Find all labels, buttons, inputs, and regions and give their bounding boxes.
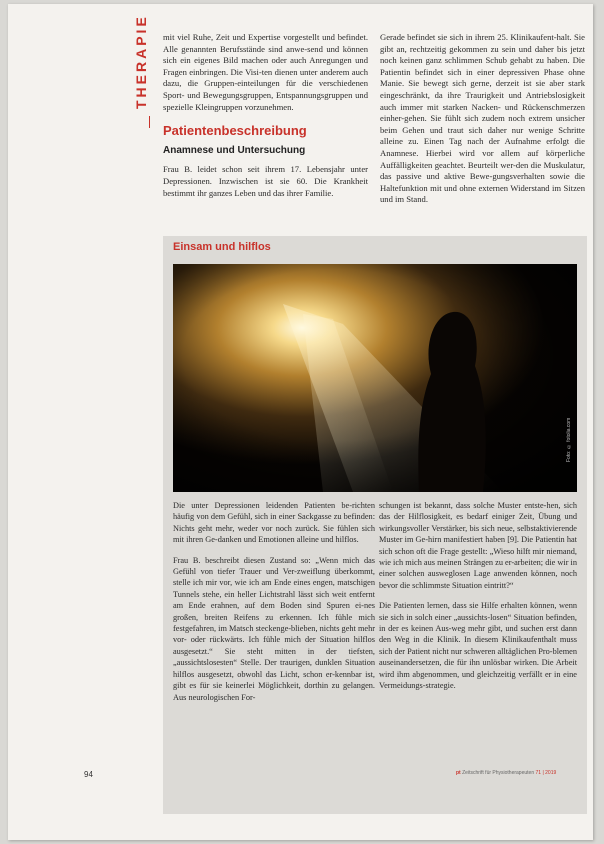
tunnel-photo-graphic: [173, 264, 577, 492]
right-column: [380, 32, 585, 206]
box-paragraph: Frau B. beschreibt diesen Zustand so: „Wenn mich das Gefühl von tiefer Trauer und Ver-zweiflung überkommt, stelle ich mir vor, wie ich am Ende eines engen, matschigen Tunnels stehe, ein heller Lichtstrahl lässt sich weit entfernt am Ende erahnen, auf dem Boden sind Spuren ei-nes großen, breiten Reifens zu erkennen. Ich fühle mich festgefahren, im Matsch steckenge-blieben, nichts geht mehr vor- oder rückwärts. Ich fühle mich der Situation hilflos ausgesetzt.“ Sie steht mitten in der tiefsten, „aussichtslosesten“ Stelle. Der traurigen, dunklen Situation hilflos ausgesetzt, obwohl das Licht, schon er-kennbar ist, gibt es für sie keinerlei Möglichkeit, dorthin zu gelangen. Aus neurologischen For-: [173, 555, 375, 702]
box-title: Einsam und hilflos: [173, 241, 271, 253]
left-column: [163, 32, 368, 199]
box-right-column: [379, 500, 577, 701]
sub-heading: Anamnese und Untersuchung: [163, 144, 306, 156]
section-heading: Patientenbeschreibung: [163, 123, 307, 139]
box-left-column: [173, 500, 375, 712]
section-label-text: THERAPIE: [133, 14, 149, 109]
intro-paragraph: mit viel Ruhe, Zeit und Expertise vorgestellt und befindet. Alle genannten Berufsstände sind anwe-send und können sich ein eigenes Bild machen oder auch Anregungen und Fragen einbringen. Die Visi-ten dienen unter anderem auch dazu, die Gruppen-einteilungen für die verschiedenen Sport- und Bewegungsgruppen, Entspannungsgruppen und spezielle Kleingruppen vorzunehmen.: [163, 32, 368, 112]
page-number: 94: [84, 770, 93, 779]
side-rule: [149, 116, 150, 128]
journal-mark: pt: [456, 770, 461, 776]
anamnesis-paragraph: Frau B. leidet schon seit ihrem 17. Lebensjahr unter Depressionen. Inzwischen ist sie 60. Die Krankheit bestimmt ihr ganzes Leben und das ihrer Familie.: [163, 164, 368, 198]
journal-footer: [456, 770, 556, 776]
photo-credit: Foto: © fotolia.com: [566, 417, 572, 462]
info-box: [163, 236, 587, 814]
section-side-label: [126, 14, 156, 114]
magazine-page: [8, 4, 593, 840]
journal-issue: 71 | 2019: [535, 770, 557, 776]
right-paragraph: Gerade befindet sie sich in ihrem 25. Klinikaufent-halt. Sie gibt an, rechtzeitig gekommen zu sein und daher bis jetzt noch keinen ganz schlimmen Schub gehabt zu haben. Die Patientin befindet sich in einer depressiven Phase ohne Manie. Sie bewegt sich gerne, derzeit ist sie aber stark eingeschränkt, da ihre Traurigkeit und Antriebslosigkeit auch immer mit starken Nacken- und Rückenschmerzen einher-gehen. Sie fühlt sich zudem noch extrem unsicher beim Gehen und traut sich daher nur wenige Schritte alleine zu. Einen Tag nach der Aufnahme erfolgt die Anamnese. Hierbei wird vor allem auf körperliche Auffälligkeiten geachtet. Beurteilt wer-den die Muskulatur, das passive und aktive Bewe-gungsverhalten sowie die Haltefunktion mit und ohne externen Widerstand im Sitzen und im Stand.: [380, 32, 585, 205]
box-paragraph: Die Patienten lernen, dass sie Hilfe erhalten können, wenn sie sich in solch einer „aussichts-losen“ Situation befinden, in der es keinen Aus-weg mehr gibt, und suchen erst dann den Weg in die Klinik. In diesem Klinikaufenthalt muss sich der Patient nicht nur schweren alltäglichen Pro-blemen auseinandersetzen, die für ihn unlösbar wirken. Die Arbeit wird ihm abgenommen, und gleichzeitig verfällt er in eine Vermeidungs-strategie.: [379, 601, 577, 691]
box-paragraph: schungen ist bekannt, dass solche Muster entste-hen, sich das der Hilflosigkeit, es bedarf einiger Zeit, Übung und wirkungsvoller Verstärker, bis sich neue, selbstaktivierende Muster im Ge-hirn manifestiert haben [9]. Die Patientin hat sich schon oft die Frage gestellt: „Wieso hilft mir niemand, wie ich mich aus meinen Strängen zu er-arbeiten; die wir in einer solchen ausweglosen Lage anwenden können, noch bevor die schlimmste Situation eintritt?“: [379, 501, 577, 590]
box-paragraph: Die unter Depressionen leidenden Patienten be-richten häufig von dem Gefühl, sich in einer Sackgasse zu befinden: Nichts geht mehr, weder vor noch zurück. Sie fühlen sich mit ihren Ge-danken und Emotionen alleine und hilflos.: [173, 501, 375, 545]
tunnel-photo: [173, 264, 577, 492]
journal-name: Zeitschrift für Physiotherapeuten: [462, 770, 535, 776]
